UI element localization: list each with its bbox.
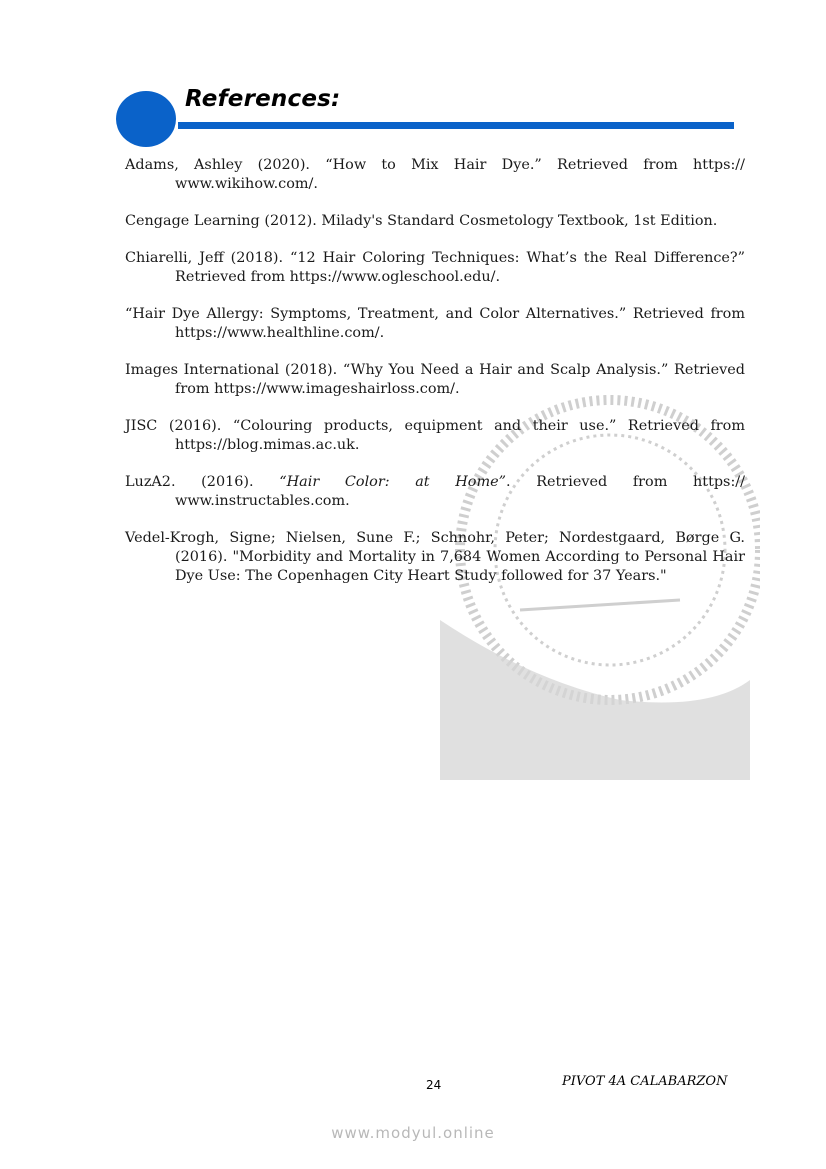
reference-entry: “Hair Dye Allergy: Symptoms, Treatment, and Color Alternatives.” Retrieved from https://www.healthline.com/. — [125, 306, 745, 341]
reference-list — [125, 156, 745, 604]
site-watermark: www.modyul.online — [331, 1124, 495, 1142]
reference-entry: Adams, Ashley (2020). “How to Mix Hair Dye.” Retrieved from https:// www.wikihow.com/. — [125, 157, 745, 192]
reference-entry: Vedel-Krogh, Signe; Nielsen, Sune F.; Schnohr, Peter; Nordestgaard, Børge G. (2016). "Morbidity and Mortality in 7,684 Women According to Personal Hair Dye Use: The Copenhagen City Heart Study followed for 37 Years." — [125, 530, 745, 584]
reference-source: . Retrieved from https:// www.instructables.com. — [175, 474, 745, 509]
reference-author: LuzA2. (2016). — [125, 474, 280, 490]
reference-entry — [125, 473, 745, 511]
heading-underline — [178, 122, 734, 129]
reference-entry: Images International (2018). “Why You Need a Hair and Scalp Analysis.” Retrieved from https://www.imageshairloss.com/. — [125, 362, 745, 397]
page-number: 24 — [426, 1078, 442, 1092]
page-title: References: — [185, 86, 341, 112]
reference-entry: JISC (2016). “Colouring products, equipment and their use.” Retrieved from https://blog.mimas.ac.uk. — [125, 418, 745, 453]
reference-entry: Chiarelli, Jeff (2018). “12 Hair Coloring Techniques: What’s the Real Difference?” Retrieved from https://www.ogleschool.edu/. — [125, 250, 745, 285]
reference-title: “Hair Color: at Home” — [279, 474, 506, 490]
reference-entry: Cengage Learning (2012). Milady's Standard Cosmetology Textbook, 1st Edition. — [125, 213, 718, 229]
heading-circle-decoration — [116, 91, 176, 147]
footer-label: PIVOT 4A CALABARZON — [562, 1074, 728, 1089]
